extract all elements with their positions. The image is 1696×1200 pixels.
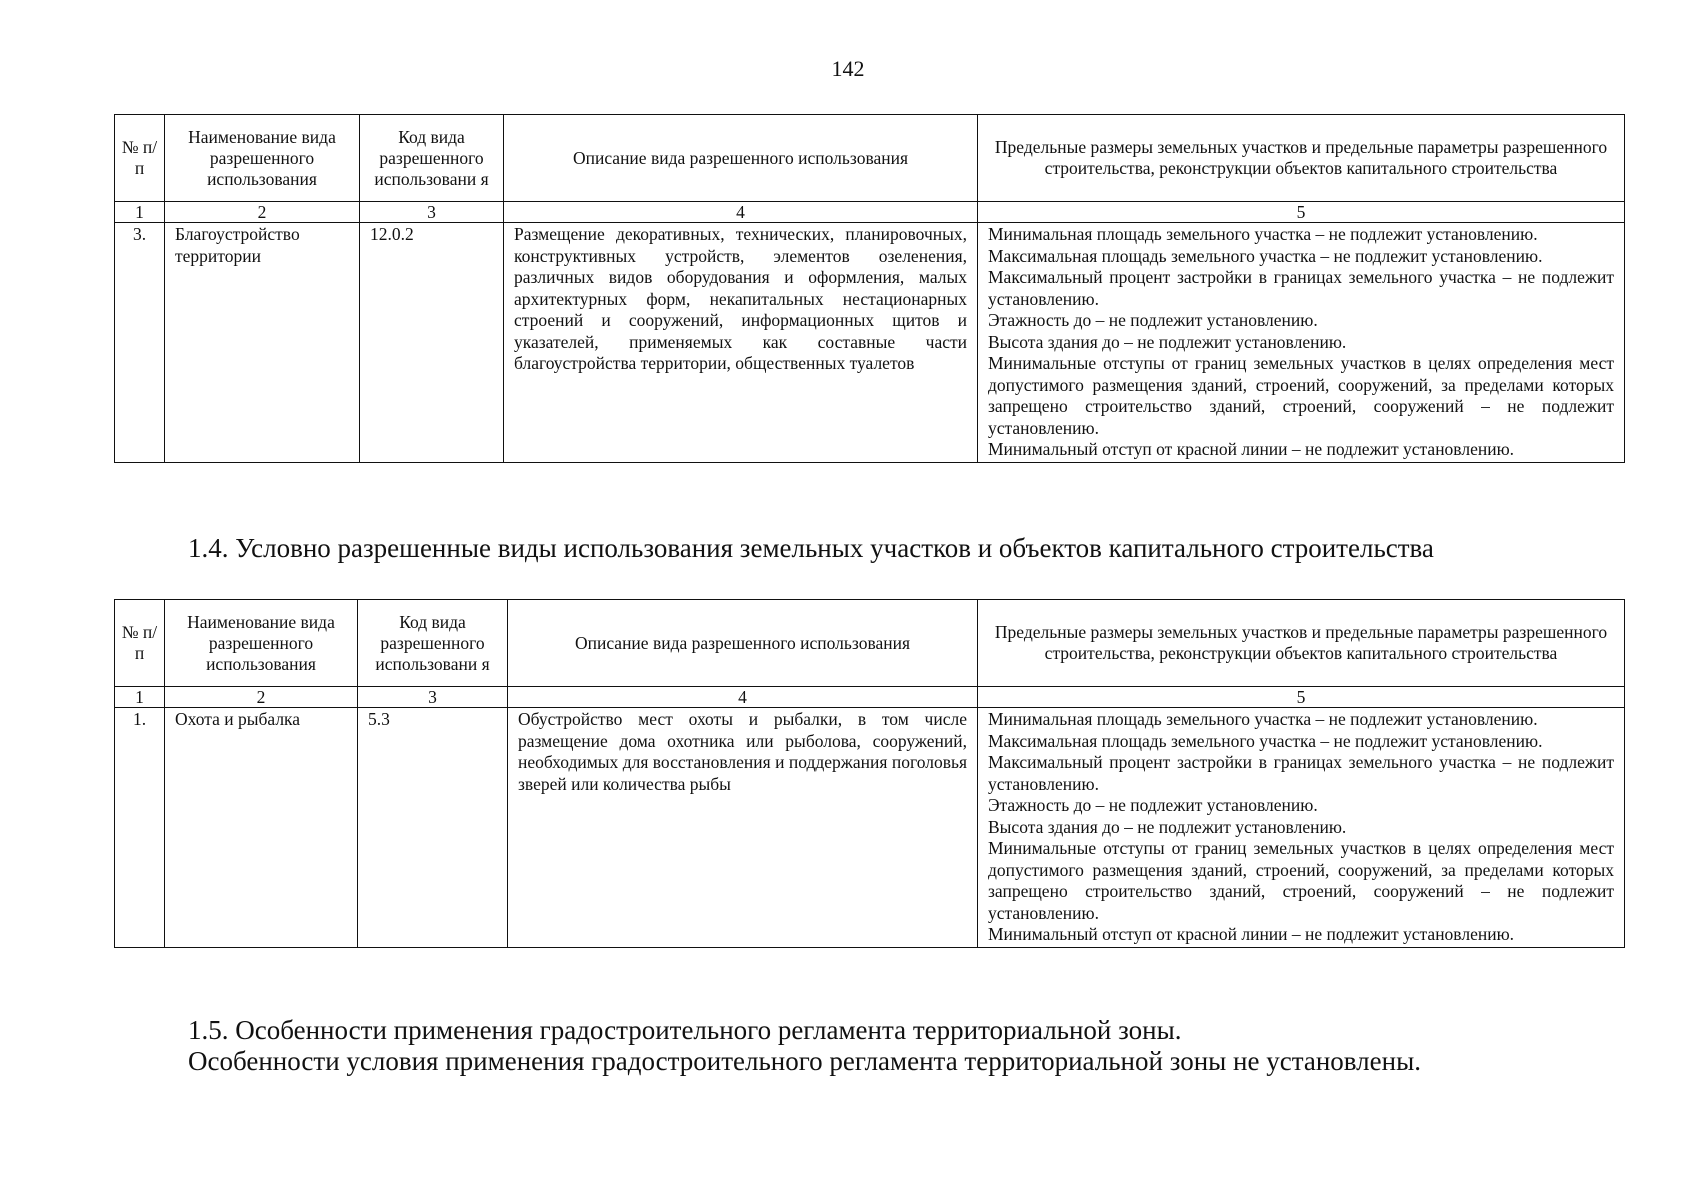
limit-line: Минимальные отступы от границ земельных участков в целях определения мест допустимого размещения зданий, строений, сооружений, за пределами которых запрещено строительство зданий, строений, сооружений – не подлежит установлению.	[988, 353, 1614, 438]
limit-line: Этажность до – не подлежит установлению.	[988, 795, 1318, 815]
limit-line: Минимальная площадь земельного участка – не подлежит установлению.	[988, 709, 1538, 729]
column-number: 4	[508, 687, 978, 708]
column-number: 2	[165, 687, 358, 708]
header-use-name: Наименование вида разрешенного использования	[165, 115, 360, 202]
column-number: 1	[115, 687, 165, 708]
limit-line: Максимальная площадь земельного участка – не подлежит установлению.	[988, 245, 1543, 266]
column-number: 3	[360, 202, 504, 223]
limit-line: Высота здания до – не подлежит установлению.	[988, 331, 1347, 352]
table-header-row	[115, 115, 1625, 202]
column-number: 2	[165, 202, 360, 223]
limit-line: Минимальный отступ от красной линии – не подлежит установлению.	[988, 924, 1515, 944]
conditional-use-table	[114, 599, 1625, 948]
row-description: Размещение декоративных, технических, планировочных, конструктивных устройств, элементов озеленения, различных видов оборудования и оформления, малых архитектурных форм, некапитальных нестационарных строений и сооружений, информационных щитов и указателей, применяемых как составные части благоустройства территории, общественных туалетов	[504, 223, 978, 463]
header-description: Описание вида разрешенного использования	[504, 115, 978, 202]
table-header-row	[115, 600, 1625, 687]
header-limits: Предельные размеры земельных участков и предельные параметры разрешенного строительства, реконструкции объектов капитального строительства	[978, 115, 1625, 202]
row-use-name: Благоустройство территории	[165, 223, 360, 463]
header-use-code: Код вида разрешенного использовани я	[360, 115, 504, 202]
row-number: 1.	[115, 708, 165, 948]
row-use-code: 12.0.2	[360, 223, 504, 463]
row-number: 3.	[115, 223, 165, 463]
header-use-code: Код вида разрешенного использовани я	[358, 600, 508, 687]
row-limits	[978, 708, 1625, 948]
header-number: № п/п	[115, 115, 165, 202]
limit-line: Минимальные отступы от границ земельных участков в целях определения мест допустимого размещения зданий, строений, сооружений, за пределами которых запрещено строительство зданий, строений, сооружений – не подлежит установлению.	[988, 838, 1614, 923]
column-number: 1	[115, 202, 165, 223]
column-number: 5	[978, 687, 1625, 708]
row-use-name: Охота и рыбалка	[165, 708, 358, 948]
table-row	[115, 708, 1625, 948]
header-description: Описание вида разрешенного использования	[508, 600, 978, 687]
limit-line: Минимальная площадь земельного участка – не подлежит установлению.	[988, 224, 1538, 244]
column-number: 3	[358, 687, 508, 708]
row-use-code: 5.3	[358, 708, 508, 948]
header-number: № п/п	[115, 600, 165, 687]
column-number: 4	[504, 202, 978, 223]
limit-line: Максимальная площадь земельного участка – не подлежит установлению.	[988, 730, 1543, 751]
header-limits: Предельные размеры земельных участков и предельные параметры разрешенного строительства, реконструкции объектов капитального строительства	[978, 600, 1625, 687]
limit-line: Этажность до – не подлежит установлению.	[988, 310, 1318, 330]
limit-line: Высота здания до – не подлежит установлению.	[988, 816, 1347, 837]
column-number-row	[115, 202, 1625, 223]
section-heading-1-5: 1.5. Особенности применения градостроительного регламента территориальной зоны.	[188, 1015, 1182, 1045]
limit-line: Максимальный процент застройки в границах земельного участка – не подлежит установлению.	[988, 752, 1614, 794]
section-1-5-text: Особенности условия применения градостроительного регламента территориальной зоны не установлены.	[188, 1046, 1421, 1076]
permitted-use-table	[114, 114, 1625, 463]
column-number-row	[115, 687, 1625, 708]
row-limits	[978, 223, 1625, 463]
table-row	[115, 223, 1625, 463]
section-heading-1-4: 1.4. Условно разрешенные виды использования земельных участков и объектов капитального строительства	[188, 533, 1434, 563]
row-description: Обустройство мест охоты и рыбалки, в том числе размещение дома охотника или рыболова, сооружений, необходимых для восстановления и поддержания поголовья зверей или количества рыбы	[508, 708, 978, 948]
limit-line: Максимальный процент застройки в границах земельного участка – не подлежит установлению.	[988, 267, 1614, 309]
column-number: 5	[978, 202, 1625, 223]
limit-line: Минимальный отступ от красной линии – не подлежит установлению.	[988, 439, 1515, 459]
page-number: 142	[831, 56, 865, 81]
header-use-name: Наименование вида разрешенного использования	[165, 600, 358, 687]
